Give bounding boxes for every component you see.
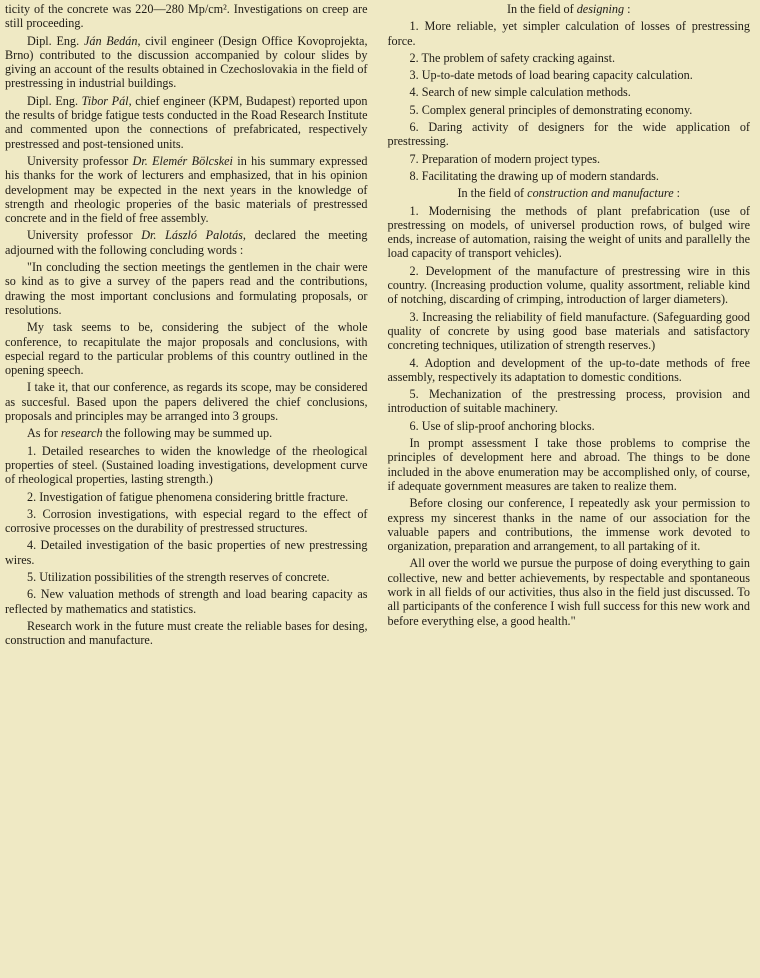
list-item: 4. Search of new simple calculation methods. [409,85,631,100]
list-item: 6. Use of slip-proof anchoring blocks. [409,418,595,433]
paragraph: My task seems to be, considering the subject of the whole conference, to recapitulate the major proposals and conclusions, with especial regard to the particular problems of this country outlined in the opening speech. [5,320,368,378]
emphasis: designing [576,2,625,16]
paragraph: "In concluding the section meetings the gentlemen in the chair were so kind as to give a survey of the papers read and the contributions, drawing the most important conclusions and formulating proposals, or resolutions. [5,260,368,317]
list-item: 2. Investigation of fatigue phenomena considering brittle fracture. [27,489,349,504]
paragraph: In prompt assessment I take those problems to comprise the principles of development here and abroad. The things to be done included in the above enumeration may be accomplished only, of course, if adequate government measures are taken to realize them. [387,436,750,493]
list-item: 8. Facilitating the drawing up of modern standards. [409,168,659,183]
paragraph: I take it, that our conference, as regards its scope, may be considered as succesful. Based upon the papers delivered the chief conclusions, proposals and principles may be arranged into 3 groups. [5,380,368,424]
list-item: 5. Mechanization of the prestressing process, provision and introduction of suitable machinery. [387,387,750,416]
list-item: 4. Detailed investigation of the basic properties of new prestressing wires. [5,538,368,567]
paragraph: Dipl. Eng. Ján Bedán, civil engineer (Design Office Kovoprojekta, Brno) contributed to the discussion accompanied by colour slides by giving an account of the results obtained in Czechoslovakia in the field of prestressing in industrial buildings. [5,33,368,91]
list-item: 6. Daring activity of designers for the wide application of prestressing. [387,120,750,149]
person-name: Tibor Pál [81,93,129,108]
paragraph: As for research the following may be summed up. [27,426,273,441]
paragraph: ticity of the concrete was 220—280 Mp/cm². Investigations on creep are still proceeding. [5,2,368,31]
section-heading: In the field of construction and manufacture : [457,186,681,201]
list-item: 3. Corrosion investigations, with especial regard to the effect of corrosive processes on the durability of prestressed structures. [5,506,368,536]
list-item: 7. Preparation of modern project types. [409,151,601,166]
list-item: 5. Complex general principles of demonstrating economy. [409,102,693,117]
left-column [5,2,382,978]
list-item: 2. The problem of safety cracking against. [409,50,616,65]
paragraph: All over the world we pursue the purpose of doing everything to gain collective, new and better achievements, by respectable and spontaneous work in all fields of our activities, thus also in the field just discussed. To all participants of the conference I wish full success for this new work and before everything else, a good health." [387,556,750,628]
list-item: 4. Adoption and development of the up-to-date methods of free assembly, respectively its adaptation to domestic conditions. [387,355,750,384]
list-item: 1. More reliable, yet simpler calculation of losses of prestressing force. [387,19,750,48]
person-name: Ján Bedán [83,33,138,48]
right-column [382,2,751,978]
list-item: 3. Increasing the reliability of field manufacture. (Safeguarding good quality of concrete by using good base materials and satisfactory concreting techniques, utilization of strength reserves.) [387,309,750,353]
list-item: 6. New valuation methods of strength and load bearing capacity as reflected by mathematics and statistics. [5,587,368,616]
paragraph: University professor Dr. László Palotás, declared the meeting adjourned with the following concluding words : [5,228,368,257]
paragraph: Before closing our conference, I repeatedly ask your permission to express my sincerest thanks in the name of our association for the valuable papers and contributions, the immense work devoted to organization, preparation and arrangement, to all partaking of it. [387,496,750,554]
emphasis: research [60,426,103,441]
person-name: Dr. László Palotás [141,228,243,243]
list-item: 3. Up-to-date metods of load bearing capacity calculation. [409,68,693,83]
paragraph: Dipl. Eng. Tibor Pál, chief engineer (KPM, Budapest) reported upon the results of bridge fatigue tests conducted in the Road Research Institute and commented upon the connections of prefabricated, respectively prestressed and post-tensioned units. [5,93,368,151]
paragraph: University professor Dr. Elemér Bölcskei in his summary expressed his thanks for the work of lecturers and emphasized, that in his opinion development may be expected in the next years in the knowledge of strength and rheologic properies of the basic materials of prestressed concrete and in the field of free assembly. [5,153,368,226]
paragraph: Research work in the future must create the reliable bases for desing, construction and manufacture. [5,618,368,648]
list-item: 5. Utilization possibilities of the strength reserves of concrete. [27,569,330,584]
person-name: Dr. Elemér Bölcskei [132,153,233,168]
list-item: 2. Development of the manufacture of prestressing wire in this country. (Increasing production volume, quality assortment, reliable kind of notching, discarding of crimping, introduction of larger diameters). [387,263,750,307]
section-heading: In the field of designing : [506,2,631,16]
emphasis: construction and manufacture [527,186,674,201]
list-item: 1. Modernising the methods of plant prefabrication (use of prestressing on models, of universel production rows, of bulged wire ends, increase of automation, raising the weight of units and parallelly the load capacity of transport vehicles). [387,203,750,261]
list-item: 1. Detailed researches to widen the knowledge of the rheological properties of steel. (Sustained loading investigations, development curve of rheological properties, lasting strength.) [5,443,368,487]
